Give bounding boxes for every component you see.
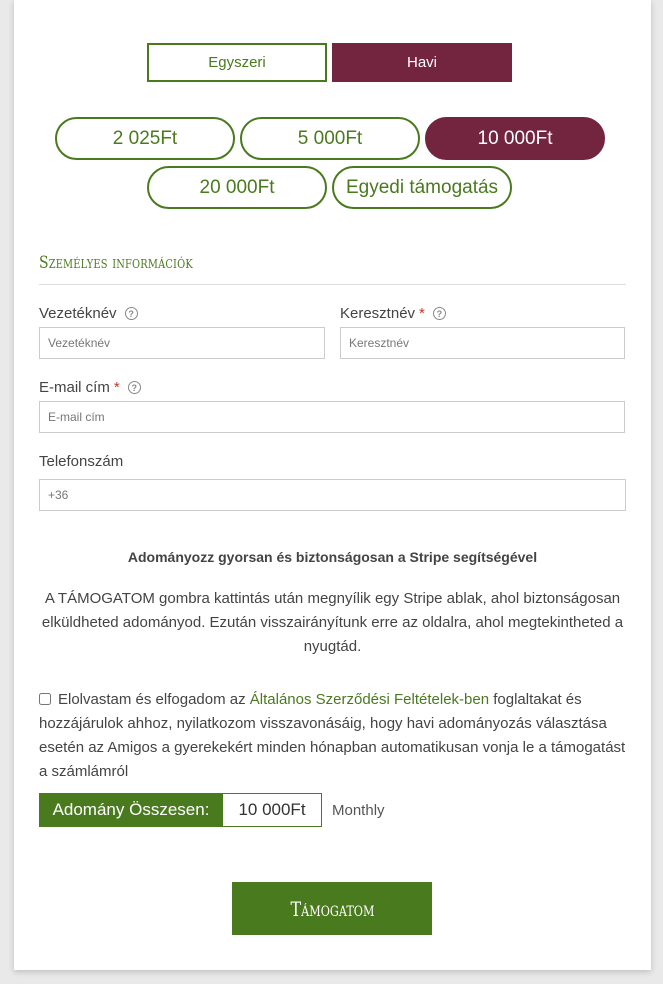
email-input[interactable]: [39, 401, 625, 433]
first-name-label: [340, 305, 446, 322]
frequency-one-time-button[interactable]: Egyszeri: [147, 43, 327, 82]
frequency-monthly-button[interactable]: Havi: [332, 43, 512, 82]
first-name-input[interactable]: [340, 327, 625, 359]
phone-input[interactable]: [39, 479, 626, 511]
email-label-text: E-mail cím: [39, 379, 110, 396]
total-amount: 10 000Ft: [223, 793, 322, 827]
frequency-toggle: [147, 43, 512, 82]
help-icon[interactable]: ?: [125, 307, 138, 320]
help-icon[interactable]: ?: [433, 307, 446, 320]
terms-link[interactable]: Általános Szerződési Feltételek-ben: [249, 691, 490, 708]
last-name-input[interactable]: [39, 327, 325, 359]
first-name-label-text: Keresztnév: [340, 305, 416, 322]
email-label: [39, 379, 141, 396]
amount-option-5000[interactable]: 5 000Ft: [240, 117, 420, 160]
terms-text-after: foglaltakat és hozzájárulok ahhoz, nyilatkozom visszavonásáig, hogy havi adományozás választása esetén az Amigos a gyerekekért minden hónapban automatikusan vonja le a támogatást a számlámról: [39, 691, 626, 780]
amount-option-20000[interactable]: 20 000Ft: [147, 166, 327, 209]
amount-option-custom[interactable]: Egyedi támogatás: [332, 166, 512, 209]
stripe-description: A TÁMOGATOM gombra kattintás után megnyílik egy Stripe ablak, ahol biztonságosan elküldheted adományod. Ezután visszairányítunk erre az oldalra, ahol megtekintheted a nyugtád.: [41, 590, 624, 655]
terms-consent: [39, 688, 629, 784]
help-icon[interactable]: ?: [128, 381, 141, 394]
terms-text-before: Elolvastam és elfogadom az: [58, 691, 250, 708]
amount-option-2025[interactable]: 2 025Ft: [55, 117, 235, 160]
donation-total: [39, 793, 385, 827]
donation-form-card: [14, 0, 651, 970]
section-divider: [39, 284, 626, 285]
total-frequency: Monthly: [332, 801, 385, 819]
personal-info-heading: Személyes információk: [39, 253, 193, 273]
terms-checkbox[interactable]: [39, 693, 51, 705]
phone-label: [39, 453, 123, 470]
total-label: Adomány Összesen:: [39, 793, 223, 827]
required-mark: *: [113, 379, 120, 396]
required-mark: *: [419, 305, 425, 322]
last-name-label: [39, 305, 138, 322]
stripe-heading: Adományozz gyorsan és biztonságosan a Stripe segítségével: [127, 549, 538, 565]
last-name-label-text: Vezetéknév: [39, 305, 117, 322]
amount-option-10000[interactable]: 10 000Ft: [425, 117, 605, 160]
phone-label-text: Telefonszám: [39, 453, 124, 470]
support-submit-button[interactable]: [232, 882, 432, 935]
submit-label: Támogatom: [290, 896, 374, 921]
